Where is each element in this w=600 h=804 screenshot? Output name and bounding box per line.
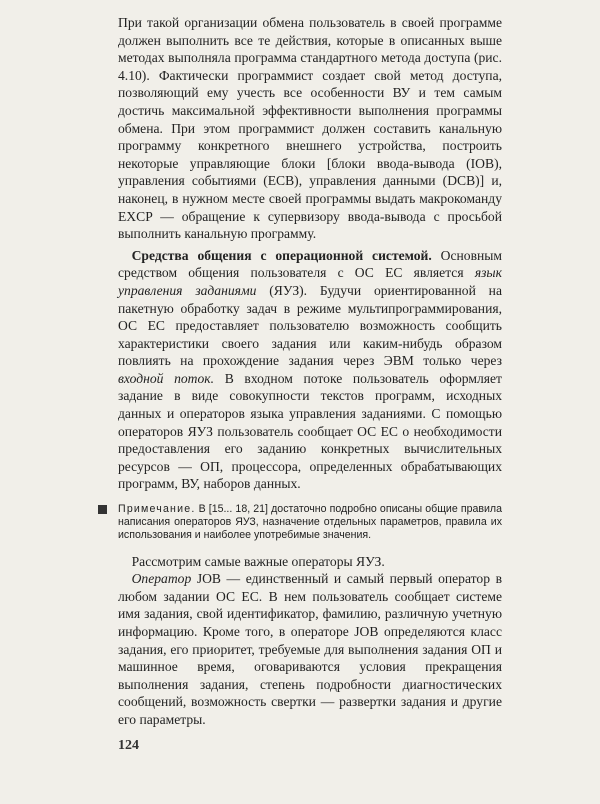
paragraph-os-communication: [118, 247, 502, 493]
paragraph-exchange-organization: При такой организации обмена пользователь в своей программе должен выполнить все те действия, которые в описанных выше методах выполняла программа стандартного метода доступа (рис. 4.10). Фактически программист создает свой метод доступа, позволяющий ему учесть все особенности ВУ и тем самым достичь максимальной эффективности выполнения программы обмена. При этом программист должен составить канальную программу конкретного внешнего устройства, построить некоторые управляющие блоки [блоки ввода-вывода (IOB), управления событиями (ECB), управления данными (DCB)] и, наконец, в нужном месте своей программы выдать макрокоманду EXCP — обращение к супервизору ввода-вывода с просьбой выполнить канальную программу.: [118, 15, 502, 242]
job-operator-text: JOB — единственный и самый первый оператор в любом задании ОС ЕС. В нем пользователь сообщает системе имя задания, свой идентификатор, фамилию, различную учетную информацию. Кроме того, в операторе JOB определяются класс задания, его приоритет, требуемые для выполнения задания ОП и машинное время, оговариваются условия прекращения выполнения задания, степень подробности диагностических сообщений, возможность свертки — развертки задания и другие его параметры.: [118, 571, 502, 727]
term-operator: Оператор: [131, 571, 192, 587]
term-input-stream: входной поток.: [118, 370, 215, 386]
paragraph-os-communication-part-b: (ЯУЗ). Будучи ориентированной на пакетную обработку задач в режиме мультипрограммирования, ОС ЕС предоставляет пользователю возможность сообщить характеристики своего задания или каким-нибудь образом повлиять на прохождение задания через ЭВМ только через: [118, 282, 502, 369]
note-text: В [15... 18, 21] достаточно подробно описаны общие правила написания операторов ЯУЗ, назначение отдельных параметров, правила их использования и наиболее употребимые значения.: [118, 503, 502, 542]
operators-intro-text: Рассмотрим самые важные операторы ЯУЗ.: [131, 553, 385, 569]
term-job-control-language: язык управления заданиями: [118, 265, 502, 298]
paragraph-os-communication-part-c: В входном потоке пользователь оформляет задание в виде совокупности текстов программ, исходных данных и операторов языка управления заданиями. С помощью операторов ЯУЗ пользователь сообщает ОС ЕС о необходимости предоставления его заданию конкретных вычислительных ресурсов — ОП, процессора, определенных обрабатывающих программ, ВУ, наборов данных.: [118, 370, 502, 492]
square-bullet-icon: [98, 505, 107, 514]
section-heading: Средства общения с операционной системой.: [131, 247, 432, 263]
page-number: 124: [118, 738, 139, 753]
paragraph-operators-intro: [118, 553, 502, 571]
main-text: [118, 14, 502, 729]
paragraph-job-operator: [118, 570, 502, 728]
note-block: [118, 503, 502, 543]
note-label: Примечание.: [118, 503, 196, 516]
paragraph-os-communication-part-a: Основным средством общения пользователя с ОС ЕС является: [118, 247, 503, 281]
